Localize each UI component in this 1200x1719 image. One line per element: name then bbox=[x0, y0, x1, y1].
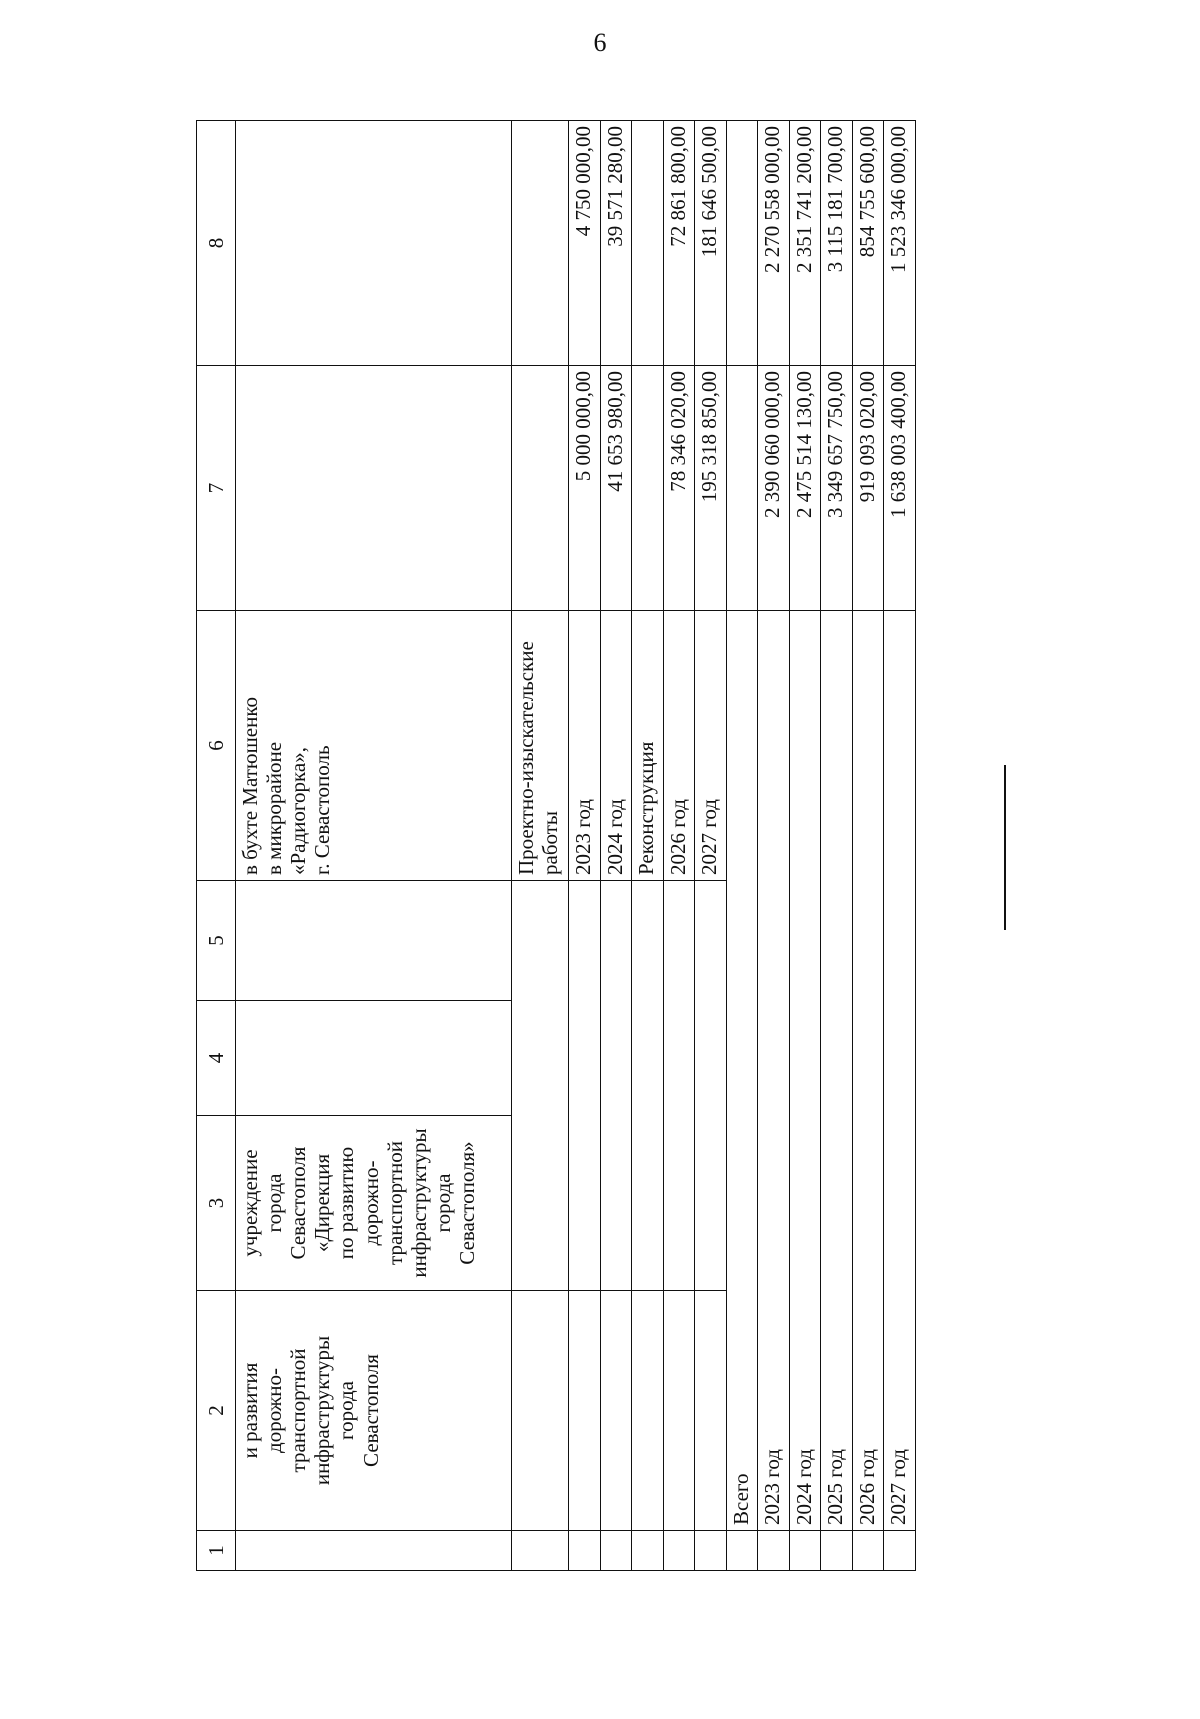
totals-financing: 854 755 600,00 bbox=[852, 121, 884, 366]
table-row bbox=[695, 121, 727, 1571]
table-row bbox=[663, 121, 695, 1571]
table-row bbox=[569, 121, 601, 1571]
totals-cost: 2 390 060 000,00 bbox=[758, 366, 790, 611]
col-header-5: 5 bbox=[197, 881, 236, 1001]
stage-cost: 5 000 000,00 bbox=[569, 366, 601, 611]
totals-cost: 1 638 003 400,00 bbox=[884, 366, 916, 611]
totals-financing: 2 270 558 000,00 bbox=[758, 121, 790, 366]
cell-col4 bbox=[235, 1001, 511, 1116]
totals-label: 2023 год bbox=[758, 611, 790, 1531]
cell-col8-empty bbox=[235, 121, 511, 366]
col-header-2: 2 bbox=[197, 1291, 236, 1531]
cell-number bbox=[235, 1531, 511, 1571]
totals-row bbox=[884, 121, 916, 1571]
col-header-7: 7 bbox=[197, 366, 236, 611]
header-row bbox=[197, 121, 236, 1571]
totals-row bbox=[852, 121, 884, 1571]
stage-label: 2026 год bbox=[663, 611, 695, 881]
table-row bbox=[600, 121, 632, 1571]
totals-label: 2025 год bbox=[821, 611, 853, 1531]
totals-cost: 919 093 020,00 bbox=[852, 366, 884, 611]
totals-row bbox=[821, 121, 853, 1571]
end-of-document-line bbox=[1004, 765, 1006, 930]
stage-cost: 41 653 980,00 bbox=[600, 366, 632, 611]
col-header-3: 3 bbox=[197, 1116, 236, 1291]
financing-table bbox=[196, 120, 916, 1571]
totals-row bbox=[726, 121, 758, 1571]
stage-label: Реконструкция bbox=[632, 611, 664, 881]
totals-label: 2024 год bbox=[789, 611, 821, 1531]
stage-label: 2023 год bbox=[569, 611, 601, 881]
cell-col7-empty bbox=[235, 366, 511, 611]
stage-cost: 195 318 850,00 bbox=[695, 366, 727, 611]
page-number: 6 bbox=[593, 28, 607, 57]
rotated-table-container bbox=[196, 121, 916, 1571]
col-header-6: 6 bbox=[197, 611, 236, 881]
stage-financing: 181 646 500,00 bbox=[695, 121, 727, 366]
stage-cost: 78 346 020,00 bbox=[663, 366, 695, 611]
totals-financing: 3 115 181 700,00 bbox=[821, 121, 853, 366]
totals-financing: 2 351 741 200,00 bbox=[789, 121, 821, 366]
col-header-1: 1 bbox=[197, 1531, 236, 1571]
col-header-4: 4 bbox=[197, 1001, 236, 1116]
object-row bbox=[235, 121, 511, 1571]
stage-financing: 72 861 800,00 bbox=[663, 121, 695, 366]
totals-row bbox=[789, 121, 821, 1571]
totals-row bbox=[758, 121, 790, 1571]
totals-financing: 1 523 346 000,00 bbox=[884, 121, 916, 366]
cell-col5 bbox=[235, 881, 511, 1001]
totals-label: 2026 год bbox=[852, 611, 884, 1531]
table-row bbox=[511, 121, 569, 1571]
stage-label: 2027 год bbox=[695, 611, 727, 881]
col-header-8: 8 bbox=[197, 121, 236, 366]
totals-label: 2027 год bbox=[884, 611, 916, 1531]
stage-label: 2024 год bbox=[600, 611, 632, 881]
table-row bbox=[632, 121, 664, 1571]
totals-cost: 3 349 657 750,00 bbox=[821, 366, 853, 611]
stage-financing: 39 571 280,00 bbox=[600, 121, 632, 366]
cell-program-name: и развития дорожно- транспортной инфраструктуры города Севастополя bbox=[235, 1291, 511, 1531]
cell-executor: учреждение города Севастополя «Дирекция по развитию дорожно- транспортной инфраструктуры города Севастополя» bbox=[235, 1116, 511, 1291]
stage-label: Проектно-изыскательские работы bbox=[511, 611, 569, 881]
totals-cost: 2 475 514 130,00 bbox=[789, 366, 821, 611]
totals-label: Всего bbox=[726, 611, 758, 1531]
stage-financing: 4 750 000,00 bbox=[569, 121, 601, 366]
cell-object-name: в бухте Матюшенко в микрорайоне «Радиогорка», г. Севастополь bbox=[235, 611, 511, 881]
